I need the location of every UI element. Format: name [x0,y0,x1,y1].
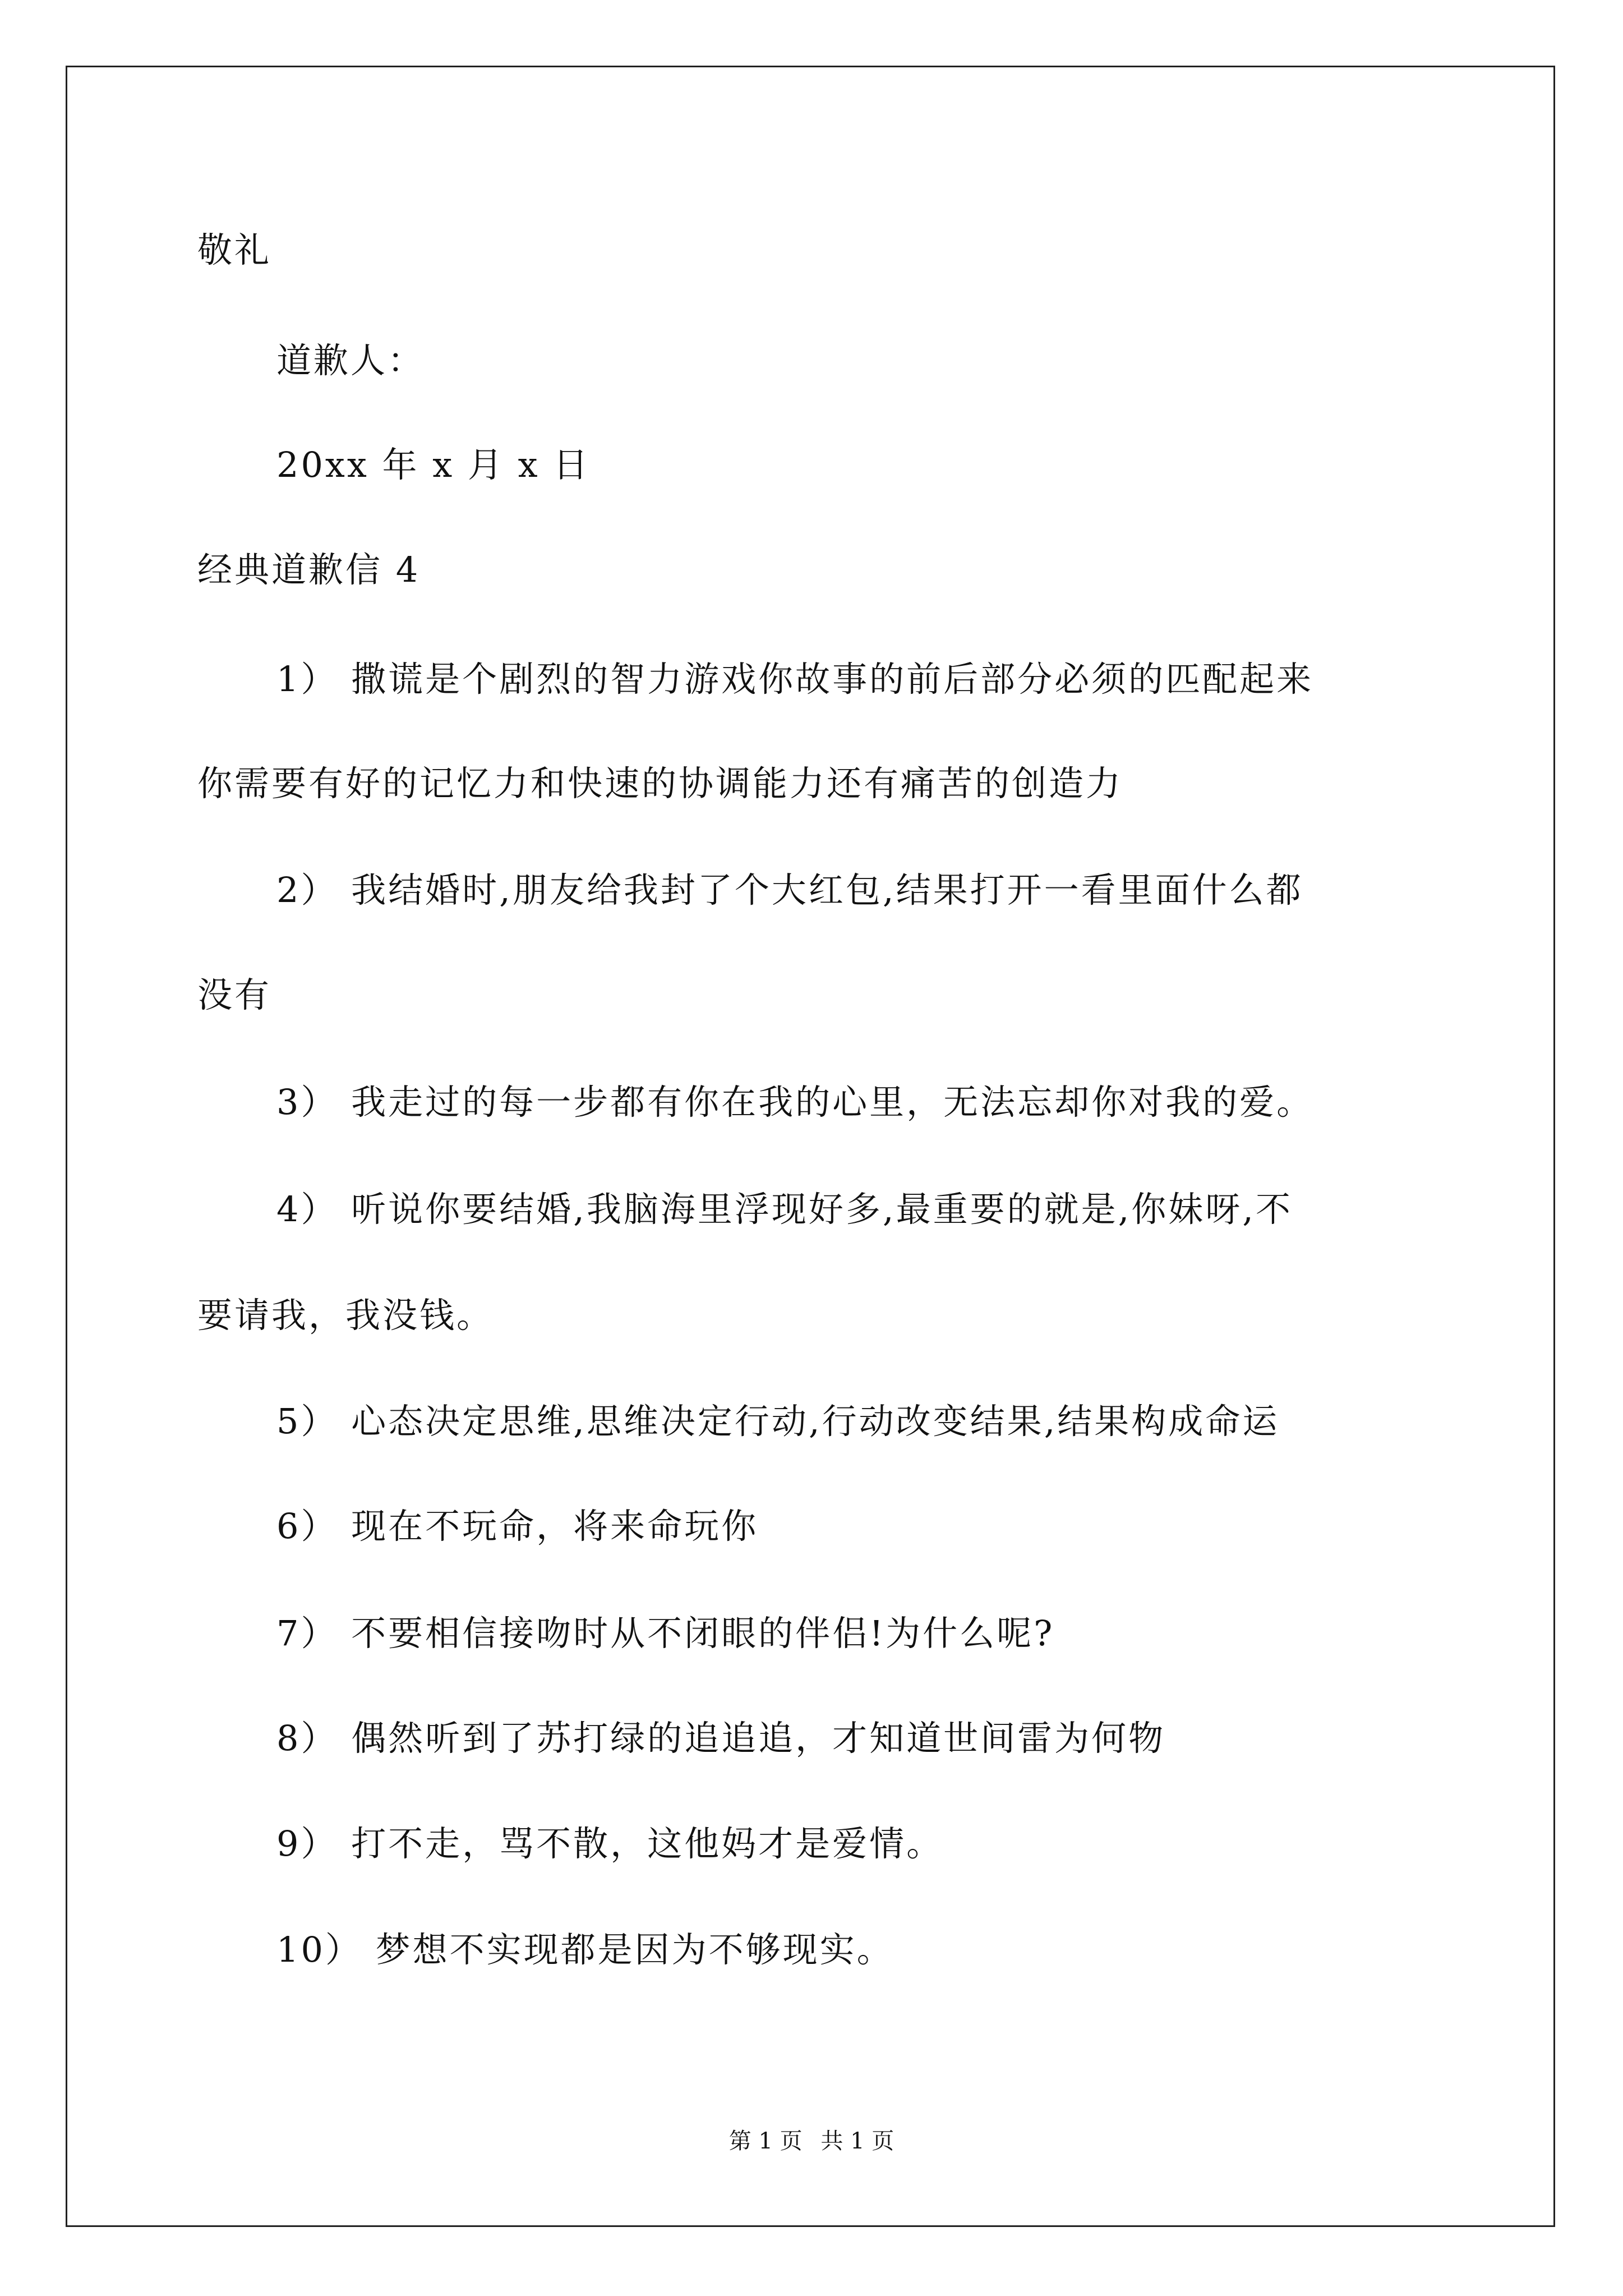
section-title: 经典道歉信 4 [197,549,421,590]
list-item-3: 3） 我走过的每一步都有你在我的心里，无法忘却你对我的爱。 [276,1082,1314,1122]
list-item-8: 8） 偶然听到了苏打绿的追追追，才知道世间雷为何物 [276,1718,1166,1759]
signer-label: 道歉人： [276,340,425,381]
list-item-4: 4） 听说你要结婚,我脑海里浮现好多,最重要的就是,你妹呀,不 [276,1189,1293,1230]
page-border [66,66,1555,2227]
closing-text: 敬礼 [197,229,272,270]
list-item-9: 9） 打不走，骂不散，这他妈才是爱情。 [276,1823,944,1864]
page-footer [0,2130,1623,2152]
list-item-4-continued: 要请我，我没钱。 [197,1295,494,1336]
page-number: 第 1 页 [728,2128,803,2154]
date-line: 20xx 年 x 月 x 日 [276,444,591,485]
list-item-1-continued: 你需要有好的记忆力和快速的协调能力还有痛苦的创造力 [197,763,1123,804]
page-total: 共 1 页 [820,2128,895,2154]
list-item-2: 2） 我结婚时,朋友给我封了个大红包,结果打开一看里面什么都 [276,869,1303,910]
list-item-5: 5） 心态决定思维,思维决定行动,行动改变结果,结果构成命运 [276,1401,1280,1442]
list-item-10: 10） 梦想不实现都是因为不够现实。 [276,1929,894,1970]
list-item-1: 1） 撒谎是个剧烈的智力游戏你故事的前后部分必须的匹配起来 [276,659,1314,700]
list-item-6: 6） 现在不玩命，将来命玩你 [276,1506,759,1547]
list-item-2-continued: 没有 [197,974,272,1015]
list-item-7: 7） 不要相信接吻时从不闭眼的伴侣!为什么呢? [276,1613,1055,1654]
